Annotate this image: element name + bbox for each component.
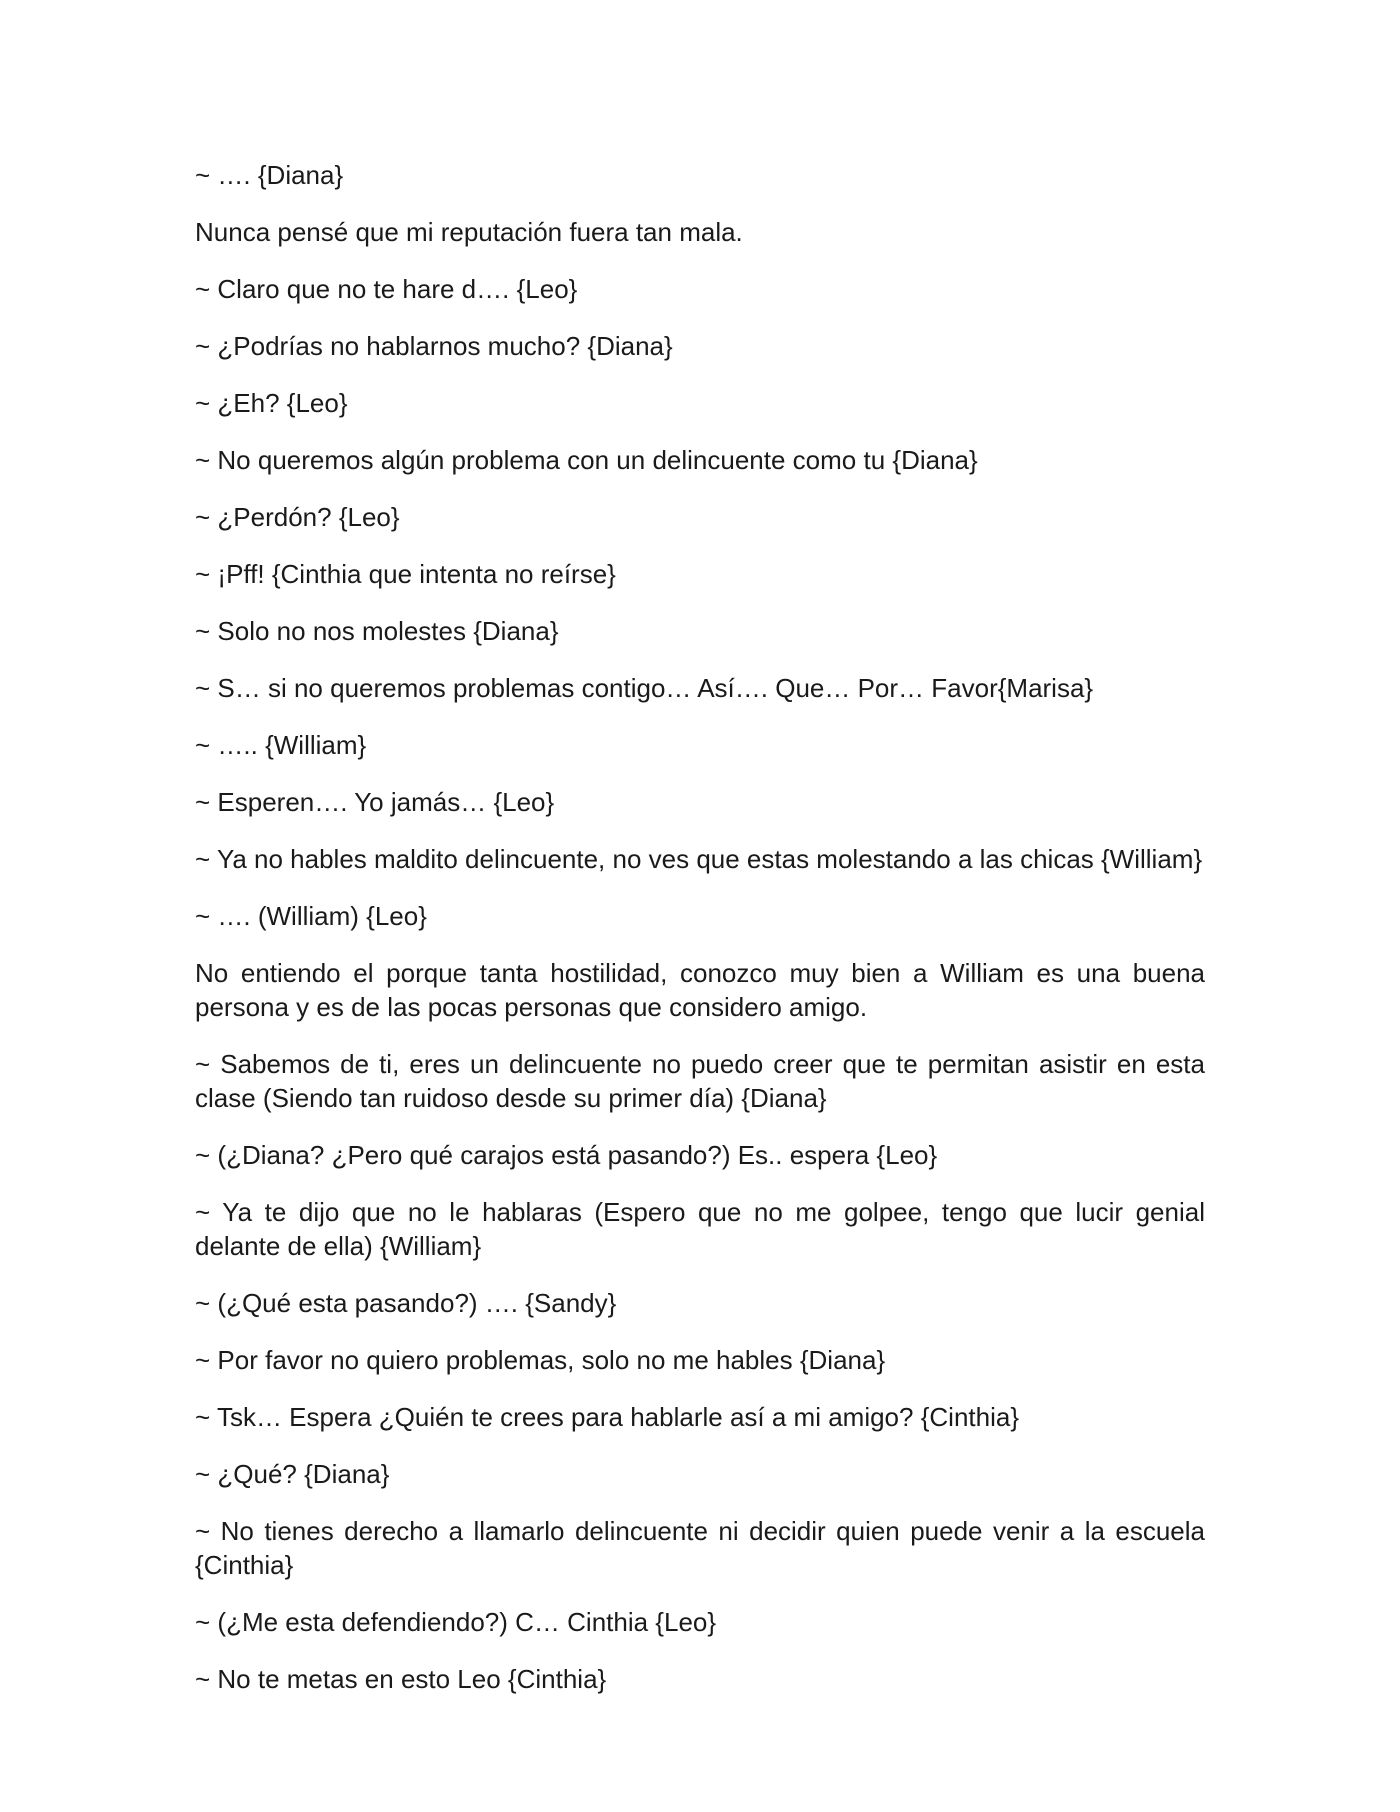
paragraph: ~ ¿Podrías no hablarnos mucho? {Diana} xyxy=(195,331,673,361)
paragraph: ~ (¿Diana? ¿Pero qué carajos está pasando?) Es.. espera {Leo} xyxy=(195,1140,938,1170)
paragraph: ~ S… si no queremos problemas contigo… Así…. Que… Por… Favor{Marisa} xyxy=(195,673,1094,703)
paragraph: ~ ¿Perdón? {Leo} xyxy=(195,502,400,532)
paragraph: ~ ¿Eh? {Leo} xyxy=(195,388,348,418)
paragraph: ~ Sabemos de ti, eres un delincuente no puedo creer que te permitan asistir en esta clase (Siendo tan ruidoso desde su primer día) {Diana} xyxy=(195,1049,1205,1113)
paragraph: ~ …. (William) {Leo} xyxy=(195,901,427,931)
paragraph: ~ Claro que no te hare d…. {Leo} xyxy=(195,274,578,304)
paragraph: ~ …. {Diana} xyxy=(195,160,344,190)
paragraph: ~ (¿Qué esta pasando?) …. {Sandy} xyxy=(195,1288,617,1318)
paragraph: No entiendo el porque tanta hostilidad, conozco muy bien a William es una buena persona y es de las pocas personas que considero amigo. xyxy=(195,958,1205,1022)
paragraph: ~ ….. {William} xyxy=(195,730,367,760)
text-column xyxy=(195,158,1205,1719)
paragraph: Nunca pensé que mi reputación fuera tan mala. xyxy=(195,217,743,247)
paragraph: ~ Esperen…. Yo jamás… {Leo} xyxy=(195,787,555,817)
paragraph: ~ Tsk… Espera ¿Quién te crees para hablarle así a mi amigo? {Cinthia} xyxy=(195,1402,1020,1432)
paragraph: ~ Ya no hables maldito delincuente, no ves que estas molestando a las chicas {William} xyxy=(195,844,1203,874)
paragraph: ~ Ya te dijo que no le hablaras (Espero que no me golpee, tengo que lucir genial delante de ella) {William} xyxy=(195,1197,1205,1261)
paragraph: ~ ¿Qué? {Diana} xyxy=(195,1459,390,1489)
paragraph: ~ Por favor no quiero problemas, solo no me hables {Diana} xyxy=(195,1345,886,1375)
paragraph: ~ No tienes derecho a llamarlo delincuente ni decidir quien puede venir a la escuela {Cinthia} xyxy=(195,1516,1205,1580)
paragraph: ~ No te metas en esto Leo {Cinthia} xyxy=(195,1664,607,1694)
paragraph: ~ No queremos algún problema con un delincuente como tu {Diana} xyxy=(195,445,978,475)
paragraph: ~ Solo no nos molestes {Diana} xyxy=(195,616,559,646)
paragraph: ~ ¡Pff! {Cinthia que intenta no reírse} xyxy=(195,559,616,589)
paragraph: ~ (¿Me esta defendiendo?) C… Cinthia {Leo} xyxy=(195,1607,717,1637)
